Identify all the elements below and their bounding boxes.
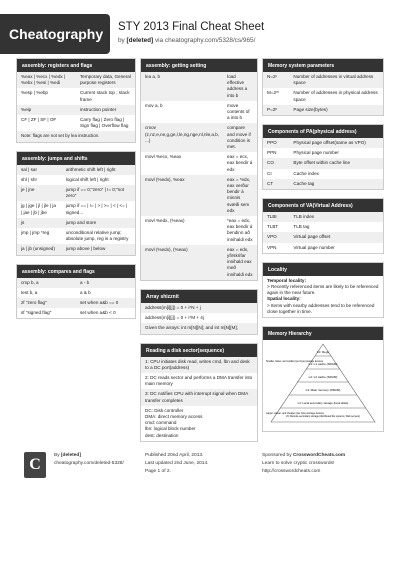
table-row xyxy=(17,105,135,115)
legend-item: DMA: direct memory access xyxy=(145,413,203,419)
cell-value: Byte offset within cache line xyxy=(289,158,383,168)
note-text: Note: flags are not set by lea instruction. xyxy=(17,131,135,141)
level-label: L3: Main memory (DRAM) xyxy=(305,388,341,393)
cell-key: TLBI xyxy=(263,212,289,222)
table-row xyxy=(17,201,135,217)
temporal-heading: Temporal locality: xyxy=(267,277,306,283)
disk-step: 3: DC notifies CPU with interrupt signal when DMA transfer completes xyxy=(141,389,257,405)
cell-key: CT xyxy=(263,179,289,189)
section-title: assembly: registers and flags xyxy=(17,59,135,72)
cell-key: %esp | %ebp xyxy=(17,88,76,104)
section-title: assembly: compares and flags xyxy=(17,265,135,278)
cell-key: M=2ᵐ xyxy=(263,88,289,104)
cell-value: move contents of a into b xyxy=(223,101,257,124)
cell-key: P=2ᵖ xyxy=(263,105,289,115)
va-table xyxy=(263,212,383,253)
level-label: L4: Local secondary storage (local disks) xyxy=(297,401,349,406)
page-subtitle xyxy=(118,37,255,44)
sponsor-url[interactable]: http://crosswordcheats.com xyxy=(262,469,321,474)
spatial-heading: Spatial locality: xyxy=(267,296,301,302)
table-row xyxy=(141,216,257,245)
cell-value: jump and store xyxy=(62,218,135,228)
locality-content xyxy=(263,276,383,317)
registers-table xyxy=(17,72,135,142)
array-formula-2: address(m[i][j]) = 0 + i*M + 4j xyxy=(145,315,204,321)
cell-key: zf "zero flag" xyxy=(17,298,76,308)
table-row xyxy=(263,179,383,189)
cell-key: shl | shr xyxy=(17,175,62,185)
memsys-section xyxy=(262,58,384,116)
registers-section xyxy=(16,58,136,143)
table-row xyxy=(17,185,135,201)
compares-section xyxy=(16,264,136,320)
cell-value: Number of addresses in virtual address space xyxy=(289,72,383,88)
cell-value: TLB tag xyxy=(289,222,383,232)
footer-author xyxy=(54,452,81,459)
cell-key: ja | jb (unsigned) xyxy=(17,244,62,254)
va-section xyxy=(262,198,384,254)
section-title: Memory Hierarchy xyxy=(263,327,383,340)
cell-value: set when a&b < 0 xyxy=(76,308,135,318)
pa-section xyxy=(262,124,384,190)
cell-value: Carry flag | Zero flag | Sign flag | Overflow flag xyxy=(76,115,135,131)
cell-value: jump above | below xyxy=(62,244,135,254)
cell-value: TLB index xyxy=(289,212,383,222)
level-label: L0: Regs xyxy=(316,350,330,355)
table-row xyxy=(141,101,257,124)
section-title: Reading a disk sector(sequence) xyxy=(141,344,257,357)
cell-value: *eax = edx, eax bendir á bendinn að innihaldi edx xyxy=(223,216,257,245)
getting-section xyxy=(140,58,258,281)
cell-value: Physical page number xyxy=(289,148,383,158)
column-3 xyxy=(262,58,384,440)
table-row xyxy=(17,175,135,185)
cell-key: je | jne xyxy=(17,185,62,201)
section-title: Components of VA(Virtual Address) xyxy=(263,199,383,212)
footer-page: Page 1 of 2. xyxy=(145,469,171,474)
cell-value: jump if == 0;"zero" | != 0;"not zero" xyxy=(62,185,135,201)
pyramid-outline xyxy=(271,344,375,422)
table-row xyxy=(141,123,257,152)
cell-value: Number of addresses in physical address space xyxy=(289,88,383,104)
pa-table xyxy=(263,138,383,189)
cell-key: VPN xyxy=(263,243,289,253)
table-row xyxy=(263,138,383,148)
cell-value: unconditional relative jump; absolute jump, reg is a registry xyxy=(62,228,135,244)
cell-key: PPO xyxy=(263,138,289,148)
cell-value: instruction pointer xyxy=(76,105,135,115)
disk-step: 1: CPU initiates disk read, writes cmd, lbn and desk to a DC port(address) xyxy=(141,357,257,373)
footer-updated: Last updated 2nd June, 2014. xyxy=(145,461,209,466)
cell-value: Page size(bytes) xyxy=(289,105,383,115)
table-row xyxy=(263,232,383,242)
section-title: Memory system parameters xyxy=(263,59,383,72)
spatial-text: > Items with nearby addresses tend to be referenced close together in time. xyxy=(267,302,375,314)
disk-legend xyxy=(141,406,257,441)
table-row xyxy=(141,152,257,175)
page-header xyxy=(0,0,400,66)
cell-key: TLBT xyxy=(263,222,289,232)
table-row xyxy=(263,72,383,88)
table-row xyxy=(17,278,135,288)
cell-key: cmov (z,nz,e,ne,g,ge,l,le,ng,nge,nl,nle,a,b, ...) xyxy=(141,123,223,152)
cell-key: N=2ⁿ xyxy=(263,72,289,88)
hierarchy-section xyxy=(262,326,384,432)
cell-key: jg | jge | jl | jle | ja | jae | jb | jbe xyxy=(17,201,62,217)
cheatography-logo[interactable]: Cheatography xyxy=(0,14,110,54)
getting-table xyxy=(141,72,257,280)
cell-value: eax = *edx, eax verður bendir á minnis svæði sem edx xyxy=(223,175,257,216)
table-row xyxy=(17,131,135,141)
legend-item: cmd: command xyxy=(145,420,177,426)
cell-value: load effective address a into b xyxy=(223,72,257,101)
table-row xyxy=(141,245,257,280)
cell-key: CI xyxy=(263,169,289,179)
cell-value: Current stack top ; stack frame xyxy=(76,88,135,104)
section-title: assembly: jumps and shifts xyxy=(17,152,135,165)
table-row xyxy=(17,88,135,104)
array-section xyxy=(140,289,258,335)
table-row xyxy=(17,288,135,298)
cell-value: arithmetic shift left | right xyxy=(62,165,135,175)
cell-key: movl (%edx), (%eax) xyxy=(141,245,223,280)
jumps-table xyxy=(17,165,135,255)
sponsor-tagline: Learn to solve cryptic crosswords! xyxy=(262,461,335,466)
table-row xyxy=(17,228,135,244)
hierarchy-note-top: Smaller, faster, and costlier (per byte) storage devices xyxy=(266,360,324,364)
array-note: Given the arrays: int m[N][N]; and int m[N][M]; xyxy=(141,323,257,333)
via-link[interactable]: via cheatography.com/5328/cs/965/ xyxy=(154,37,256,44)
footer-by: By xyxy=(54,453,60,458)
table-row xyxy=(17,115,135,131)
footer-author-name[interactable]: [deleted] xyxy=(60,453,81,458)
cell-key: CO xyxy=(263,158,289,168)
column-1 xyxy=(16,58,136,327)
footer-sponsor xyxy=(262,452,345,459)
cell-key: PPN xyxy=(263,148,289,158)
level-label: L5: Remote secondary storage (distributed file systems, Web servers) xyxy=(286,415,360,419)
sponsor-prefix: Sponsored by xyxy=(262,453,292,458)
cell-key: test b, a xyxy=(17,288,76,298)
table-row xyxy=(141,175,257,216)
legend-item: lbn: logical block number xyxy=(145,426,196,432)
table-row xyxy=(263,105,383,115)
cell-value: jump if == | != | > | >= | < | <= | signed... xyxy=(62,201,135,217)
column-2 xyxy=(140,58,258,450)
footer-author-url[interactable]: cheatography.com/deleted-5328/ xyxy=(54,461,124,466)
cell-key: %eax | %ecx | %edx | %ebx | %esi | %edi xyxy=(17,72,76,88)
by-prefix: by xyxy=(118,37,125,44)
cell-key: %eip xyxy=(17,105,76,115)
section-title: Array shizznit xyxy=(141,290,257,303)
level-label: L1: L1 cache (SRAM) xyxy=(308,362,338,367)
table-row xyxy=(17,308,135,318)
table-row xyxy=(17,72,135,88)
cell-key: sf "signed flag" xyxy=(17,308,76,318)
cell-key: js xyxy=(17,218,62,228)
array-formula-1: address(m[i][j]) = 0 + i*N + j xyxy=(141,303,257,313)
cell-key: cmp b, a xyxy=(17,278,76,288)
cell-value: a - b xyxy=(76,278,135,288)
table-row xyxy=(263,169,383,179)
memsys-table xyxy=(263,72,383,115)
cell-key: VPO xyxy=(263,232,289,242)
locality-section xyxy=(262,262,384,318)
footer-published: Published 20nd April, 2013. xyxy=(145,453,204,458)
cell-value: compare and move if condition is met. xyxy=(223,123,257,152)
table-row xyxy=(263,158,383,168)
compares-table xyxy=(17,278,135,319)
page-title: STY 2013 Final Cheat Sheet xyxy=(118,21,265,33)
memory-hierarchy-pyramid xyxy=(263,340,383,426)
cell-value: logical shift left | right xyxy=(62,175,135,185)
cell-key: sal | sar xyxy=(17,165,62,175)
cell-key: lea a, b xyxy=(141,72,223,101)
legend-item: dest: destination xyxy=(145,432,179,438)
cell-key: CF | ZF | SF | OF xyxy=(17,115,76,131)
table-row xyxy=(263,243,383,253)
cell-value: Virtual page offset xyxy=(289,232,383,242)
cell-value: eax = ecx, eax bendir á edx xyxy=(223,152,257,175)
cheatography-c-logo[interactable]: C xyxy=(24,452,46,478)
legend-item: DC: Disk controller xyxy=(145,407,184,413)
table-row xyxy=(17,298,135,308)
sponsor-name[interactable]: CrosswordCheats.com xyxy=(292,453,346,458)
disk-section xyxy=(140,343,258,442)
cell-value: Cache index xyxy=(289,169,383,179)
cell-value: eax = edx, yfirskrifar innihald eax með innihaldi edx xyxy=(223,245,257,280)
table-row xyxy=(17,165,135,175)
author-link[interactable]: [deleted] xyxy=(126,37,154,44)
cell-key: movl %edx, (%eax) xyxy=(141,216,223,245)
section-title: Locality xyxy=(263,263,383,276)
temporal-text: > Recently referenced items are likely to be referenced again in the near future. xyxy=(267,284,379,296)
section-title: assembly: getting setting xyxy=(141,59,257,72)
jumps-section xyxy=(16,151,136,256)
cell-value: a & b xyxy=(76,288,135,298)
hierarchy-note-bottom: Larger, slower, and cheaper (per byte) storage devices xyxy=(266,412,324,416)
section-title: Components of PA(physical address) xyxy=(263,125,383,138)
table-row xyxy=(17,218,135,228)
table-row xyxy=(263,88,383,104)
cell-value: Temporary data, General purpose registers xyxy=(76,72,135,88)
cell-value: Cache tag xyxy=(289,179,383,189)
cell-value: Physical page offset(same as VPO) xyxy=(289,138,383,148)
cell-value: Virtual page number xyxy=(289,243,383,253)
level-label: L2: L2 cache (SRAM) xyxy=(308,375,338,380)
table-row xyxy=(263,222,383,232)
table-row xyxy=(263,148,383,158)
table-row xyxy=(17,244,135,254)
cell-key: jmp | jmp *reg xyxy=(17,228,62,244)
cell-key: movl %ecx, %eax xyxy=(141,152,223,175)
table-row xyxy=(263,212,383,222)
disk-step: 2: DC reads sector and performs a DMA transfer into main memory xyxy=(145,374,253,387)
cell-value: set when a&b == 0 xyxy=(76,298,135,308)
table-row xyxy=(141,72,257,101)
cell-key: movl (%edx), %eax xyxy=(141,175,223,216)
cell-key: mov a, b xyxy=(141,101,223,124)
